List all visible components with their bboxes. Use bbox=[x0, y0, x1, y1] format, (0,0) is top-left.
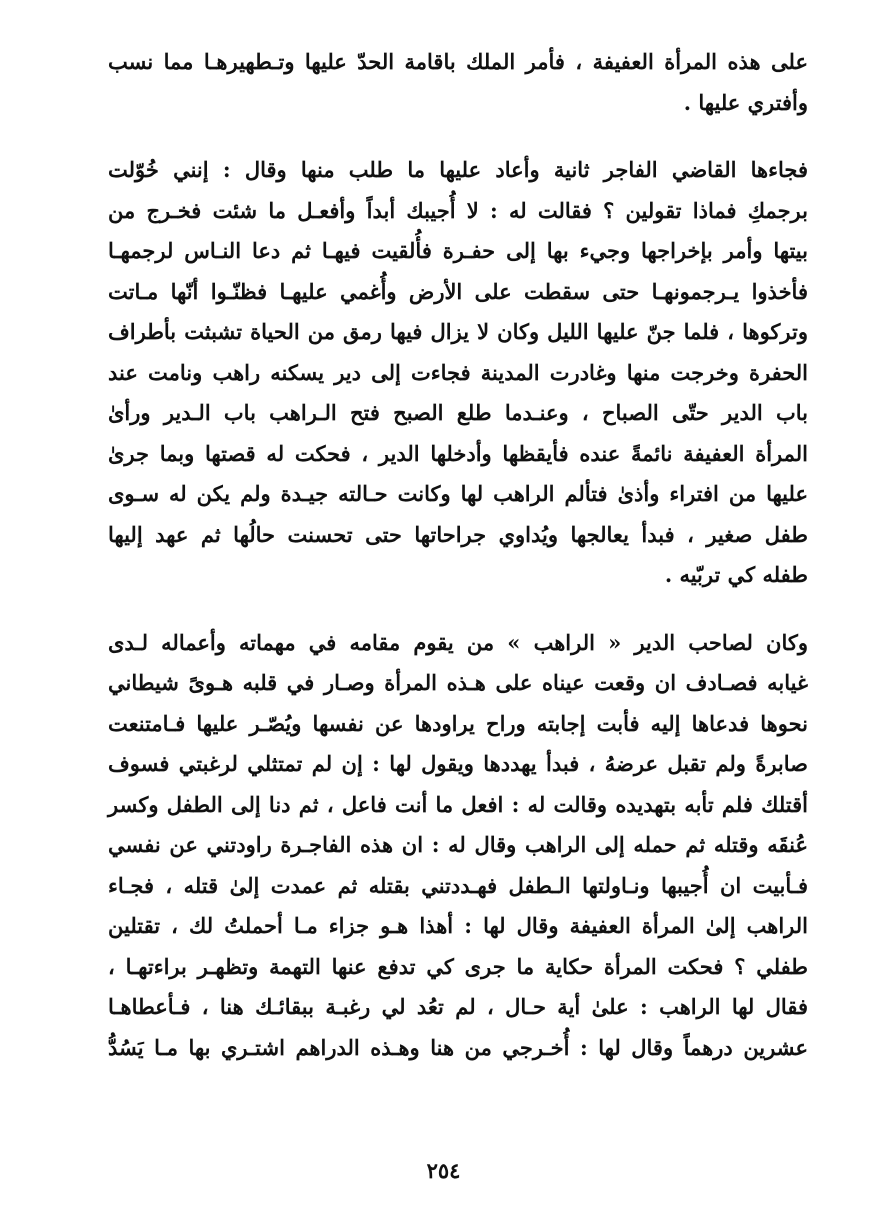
text-line: فجاءها القاضي الفاجر ثانية وأعاد عليها ما طلب منها وقال : إنني خُوّلت bbox=[108, 157, 808, 182]
text-line: على هذه المرأة العفيفة ، فأمر الملك باقامة الحدّ عليها وتـطهيرهـا مما نسب bbox=[108, 49, 808, 74]
text-line: غيابه فصـادف ان وقعت عيناه على هـذه المرأة وصـار في قلبه هـوىً شيطاني bbox=[108, 670, 808, 695]
text-line: وأفتري عليها . bbox=[683, 89, 808, 115]
text-line: فأخذوا يـرجمونهـا حتى سقطت على الأرض وأُغمي عليهـا فظنّـوا أنّها مـاتت bbox=[108, 278, 808, 304]
text-line: عليها من افتراء وأذىٰ فتألم الراهب لها وكانت حـالته جيـدة ولم يكن له سـوى bbox=[108, 481, 808, 506]
paragraph-2 bbox=[108, 150, 808, 596]
text-line: وكان لصاحب الدير « الراهب » من يقوم مقامه في مهماته وأعماله لـدى bbox=[108, 629, 808, 655]
paragraph-1 bbox=[108, 42, 808, 123]
text-line: نحوها فدعاها إليه فأبت إجابته وراح يراودها عن نفسها ويُصّـر عليها فـامتنعت bbox=[108, 710, 808, 736]
text-line: طفله كي تربّيه . bbox=[664, 562, 808, 587]
text-line: عُنقَه وقتله ثم حمله إلى الراهب وقال له : ان هذه الفاجـرة راودتني عن نفسي bbox=[108, 832, 808, 857]
paragraph-3 bbox=[108, 623, 808, 1069]
page-body bbox=[108, 42, 808, 1068]
text-line: باب الدير حتّى الصباح ، وعنـدما طلع الصبح فتح الـراهب باب الـدير ورأىٰ bbox=[108, 400, 808, 425]
text-line: بيتها وأمر بإخراجها وجيء بها إلى حفـرة فأُلقيت فيهـا ثم دعا النـاس لرجمهـا bbox=[108, 238, 808, 263]
text-line: عشرين درهماً وقال لها : أُخـرجي من هنا وهـذه الدراهم اشتـري بها مـا يَسُدُّ bbox=[108, 1034, 808, 1060]
text-line: المرأة العفيفة نائمةً عنده فأيقظها وأدخلها الدير ، فحكت له قصتها وبما جرىٰ bbox=[108, 440, 808, 466]
text-line: فقال لها الراهب : علىٰ أية حـال ، لم تعُد لي رغبـة ببقائـك هنا ، فـأعطاهـا bbox=[108, 994, 808, 1019]
text-line: الحفرة وخرجت منها وغادرت المدينة فجاءت إلى دير يسكنه راهب ونامت عند bbox=[108, 359, 808, 385]
paragraph-gap bbox=[108, 123, 808, 150]
text-line: طفل صغير ، فبدأ يعالجها ويُداوي جراحاتها حتى تحسنت حالُها ثم عهد إليها bbox=[108, 521, 808, 547]
text-line: صابرةً ولم تقبل عرضهُ ، فبدأ يهددها ويقول لها : إن لم تمتثلي لرغبتي فسوف bbox=[108, 751, 808, 776]
text-line: طفلي ؟ فحكت المرأة حكاية ما جرى كي تدفع عنها التهمة وتظهـر براءتهـا ، bbox=[108, 953, 808, 979]
text-line: الراهب إلىٰ المرأة العفيفة وقال لها : أهذا هـو جزاء مـا أحملتُ لك ، تقتلين bbox=[108, 913, 808, 938]
text-line: أقتلك فلم تأبه بتهديده وقالت له : افعل ما أنت فاعل ، ثم دنا إلى الطفل وكسر bbox=[108, 791, 808, 817]
page-number: ٢٥٤ bbox=[426, 1158, 461, 1183]
text-line: وتركوها ، فلما جنّ عليها الليل وكان لا يزال فيها رمق من الحياة تشبثت بأطراف bbox=[108, 319, 808, 344]
text-line: برجمكِ فماذا تقولين ؟ فقالت له : لا أُجيبك أبداً وأفعـل ما شئت فخـرج من bbox=[108, 197, 808, 223]
paragraph-gap bbox=[108, 596, 808, 623]
text-line: فـأبيت ان أُجيبها ونـاولتها الـطفل فهـددتني بقتله ثم عمدت إلىٰ قتله ، فجـاء bbox=[108, 872, 808, 898]
